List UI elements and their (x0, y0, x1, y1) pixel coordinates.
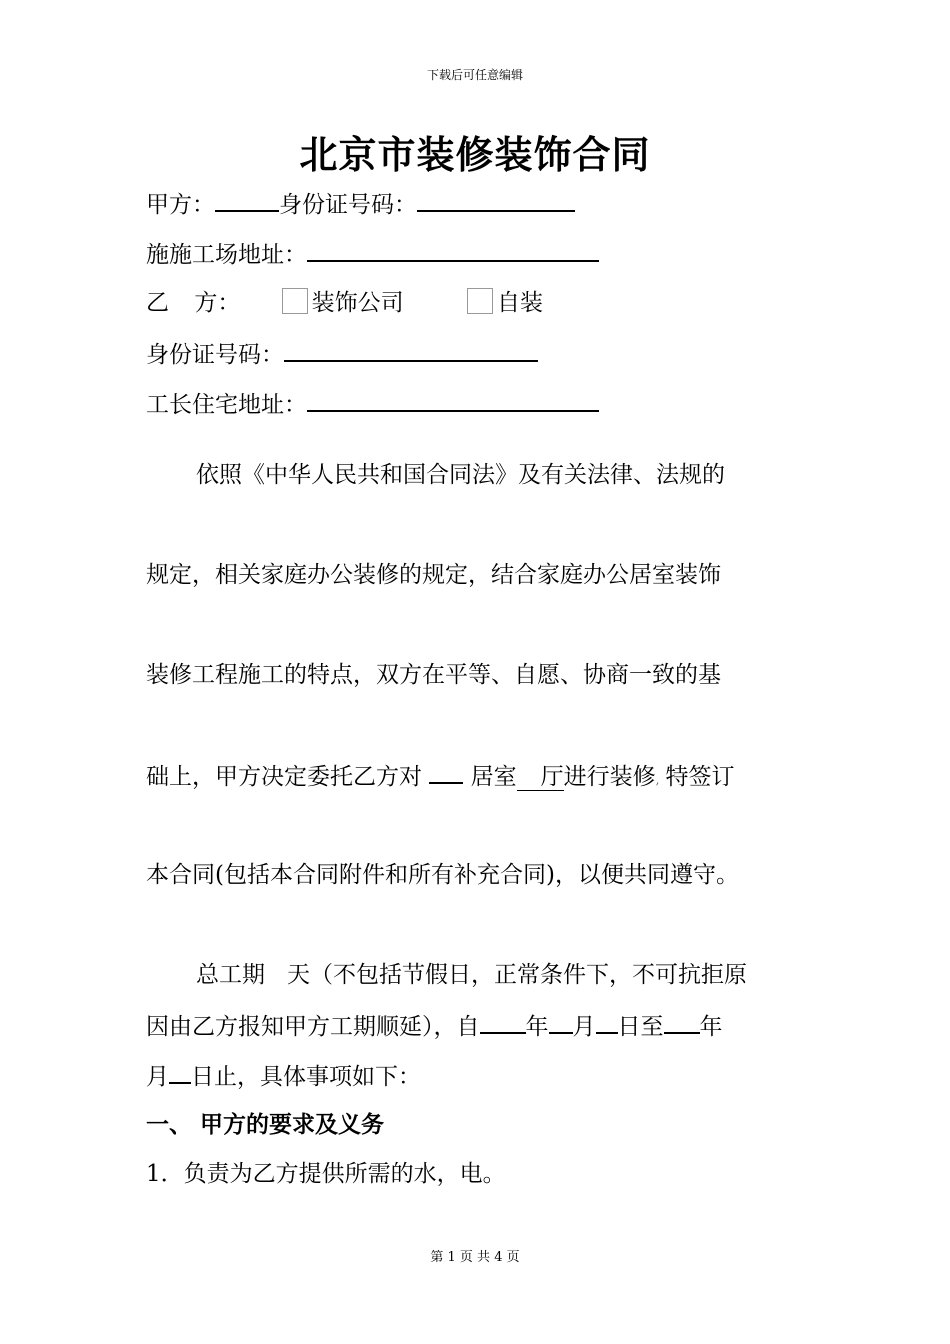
id-number-blank[interactable] (284, 334, 538, 362)
duration-line-2-e: 年 (699, 1014, 723, 1040)
site-address-blank[interactable] (307, 234, 599, 262)
duration-line-1-b: 天（不包括节假日，正常条件下，不可抗拒原 (287, 962, 747, 988)
decoration-company-checkbox[interactable] (282, 288, 308, 314)
party-a-label: 甲方： (146, 192, 215, 218)
duration-line-3-a: 月 (146, 1064, 169, 1090)
intro-line-4-e: 特签订 (665, 764, 735, 790)
foreman-address-blank[interactable] (307, 384, 599, 412)
site-address-line (146, 234, 599, 269)
site-address-label: 施施工场地址： (146, 242, 307, 268)
intro-line-3: 装修工程施工的特点，双方在平等、自愿、协商一致的基 (146, 662, 721, 688)
duration-line-2-b: 年 (525, 1014, 549, 1040)
page-header: 下载后可任意编辑 (426, 68, 523, 82)
duration-line-1-a: 总工期 (196, 962, 265, 988)
section-1-item-1: 1．负责为乙方提供所需的水，电。 (146, 1161, 506, 1187)
bedroom-count-blank[interactable] (429, 756, 463, 784)
id-number-label: 身份证号码： (146, 342, 284, 368)
duration-line-2-d: 日至 (617, 1014, 664, 1040)
end-year-blank[interactable] (664, 1006, 700, 1034)
intro-line-1: 依照《中华人民共和国合同法》及有关法律、法规的 (196, 462, 725, 488)
intro-line-4-a: 础上，甲方决定委托乙方对 (146, 764, 422, 790)
duration-line-3 (146, 1056, 421, 1091)
foreman-address-label: 工长住宅地址： (146, 392, 307, 418)
duration-line-1 (196, 956, 747, 989)
intro-line-4: 础上，甲方决定委托乙方对 居室 厅进行装修, 特签订 (146, 756, 734, 791)
start-year-blank[interactable] (480, 1006, 526, 1034)
document-title: 北京市装修装饰合同 (299, 133, 651, 177)
end-day-blank[interactable] (169, 1056, 191, 1084)
duration-line-2-a: 因由乙方报知甲方工期顺延），自 (146, 1014, 480, 1040)
party-b-label-1: 乙 (146, 290, 169, 316)
start-month-blank[interactable] (549, 1006, 573, 1034)
self-decoration-label: 自装 (496, 290, 543, 316)
party-a-id-label: 身份证号码： (279, 192, 417, 218)
self-decoration-checkbox[interactable] (467, 288, 493, 314)
id-number-line (146, 334, 538, 369)
duration-line-3-b: 日止，具体事项如下： (191, 1064, 421, 1090)
duration-line-2-c: 月 (572, 1014, 596, 1040)
section-1-heading: 一、 甲方的要求及义务 (146, 1112, 385, 1138)
intro-line-4-b: 居室 (470, 764, 517, 790)
start-day-blank[interactable] (596, 1006, 618, 1034)
party-a-id-blank[interactable] (417, 184, 575, 212)
party-a-line (146, 184, 575, 219)
party-a-name-blank[interactable] (215, 184, 279, 212)
party-b-label-2: 方： (194, 290, 241, 316)
party-b-line (146, 284, 543, 317)
decoration-company-label: 装饰公司 (311, 290, 404, 316)
intro-line-4-d: 进行装修 (563, 764, 656, 790)
intro-line-2: 规定，相关家庭办公装修的规定，结合家庭办公居室装饰 (146, 562, 721, 588)
foreman-address-line (146, 384, 599, 419)
duration-line-2 (146, 1006, 723, 1041)
hall-count-field[interactable]: 厅 (517, 764, 564, 791)
page-footer: 第 1 页 共 4 页 (430, 1250, 520, 1265)
intro-line-5: 本合同(包括本合同附件和所有补充合同)，以便共同遵守。 (146, 862, 739, 888)
